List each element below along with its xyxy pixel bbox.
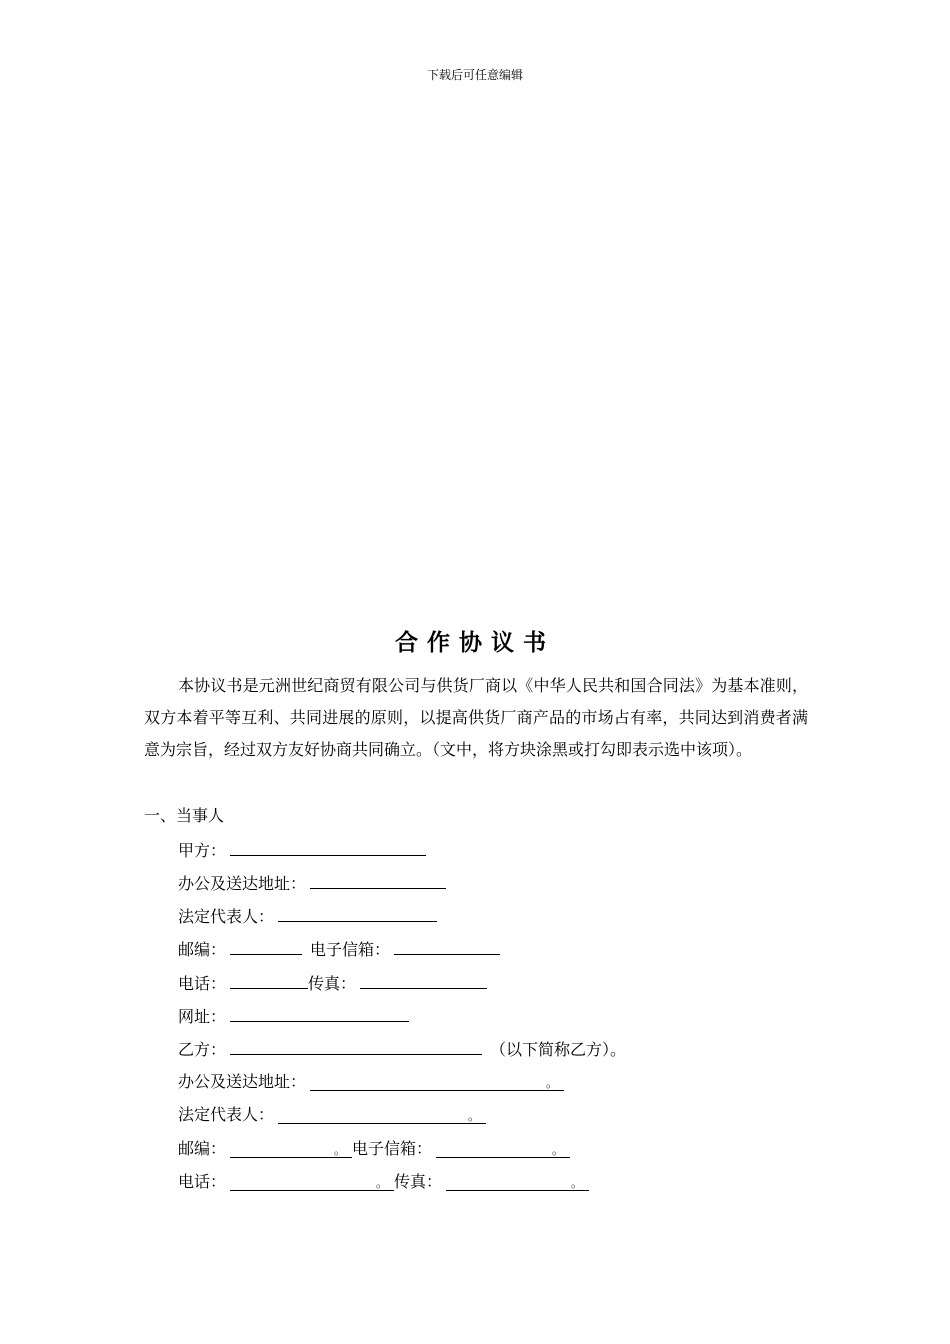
party-b-name-row [178, 1039, 626, 1060]
party-a-rep-field[interactable] [278, 906, 437, 922]
document-title: 合作协议书 [395, 629, 555, 656]
party-a-zip-email-row [178, 939, 500, 960]
party-a-address-label: 办公及送达地址： [178, 874, 307, 893]
party-b-fax-field[interactable]: 。 [446, 1176, 589, 1191]
party-a-email-label: 电子信箱： [310, 940, 391, 959]
party-a-website-field[interactable] [230, 1006, 409, 1022]
party-a-rep-label: 法定代表人： [178, 907, 275, 926]
party-a-email-field[interactable] [394, 939, 500, 955]
party-a-name-field[interactable] [230, 840, 426, 856]
party-a-zip-field[interactable] [230, 939, 302, 955]
party-b-phone-fax-row [178, 1172, 589, 1192]
party-a-address-field[interactable] [310, 873, 446, 889]
section-title-parties: 一、当事人 [144, 806, 225, 825]
party-b-name-field[interactable] [230, 1039, 482, 1055]
party-b-zip-field[interactable]: 。 [230, 1143, 352, 1158]
party-a-phone-fax-row [178, 973, 487, 994]
party-a-phone-field[interactable] [230, 973, 308, 989]
party-b-email-field[interactable]: 。 [436, 1143, 570, 1158]
party-a-website-row [178, 1006, 409, 1027]
party-a-rep-row [178, 906, 437, 927]
party-b-rep-label: 法定代表人： [178, 1105, 275, 1124]
party-a-name-label: 甲方： [178, 841, 227, 860]
party-b-zip-email-row [178, 1139, 570, 1159]
party-a-fax-field[interactable] [360, 973, 487, 989]
party-b-zip-label: 邮编： [178, 1139, 227, 1158]
party-a-address-row [178, 873, 446, 894]
party-b-address-label: 办公及送达地址： [178, 1072, 307, 1091]
party-b-fax-label: 传真： [394, 1172, 443, 1191]
party-a-website-label: 网址： [178, 1007, 227, 1026]
party-b-email-label: 电子信箱： [352, 1139, 433, 1158]
party-b-address-row [178, 1072, 564, 1092]
party-b-phone-field[interactable]: 。 [230, 1176, 394, 1191]
intro-paragraph: 本协议书是元洲世纪商贸有限公司与供货厂商以《中华人民共和国合同法》为基本准则，双方本着平等互利、共同进展的原则，以提高供货厂商产品的市场占有率，共同达到消费者满意为宗旨，经过双方友好协商共同确立。（文中，将方块涂黑或打勾即表示选中该项）。 [144, 676, 808, 759]
party-a-fax-label: 传真： [308, 974, 357, 993]
party-a-zip-label: 邮编： [178, 940, 227, 959]
party-b-rep-row [178, 1105, 486, 1125]
party-b-address-field[interactable]: 。 [310, 1076, 564, 1091]
party-b-rep-field[interactable]: 。 [278, 1109, 486, 1124]
party-a-name-row [178, 840, 426, 861]
party-b-phone-label: 电话： [178, 1172, 227, 1191]
party-b-name-suffix: （以下简称乙方）。 [490, 1040, 627, 1059]
party-b-name-label: 乙方： [178, 1040, 227, 1059]
party-a-phone-label: 电话： [178, 974, 227, 993]
header-note: 下载后可任意编辑 [426, 68, 523, 82]
